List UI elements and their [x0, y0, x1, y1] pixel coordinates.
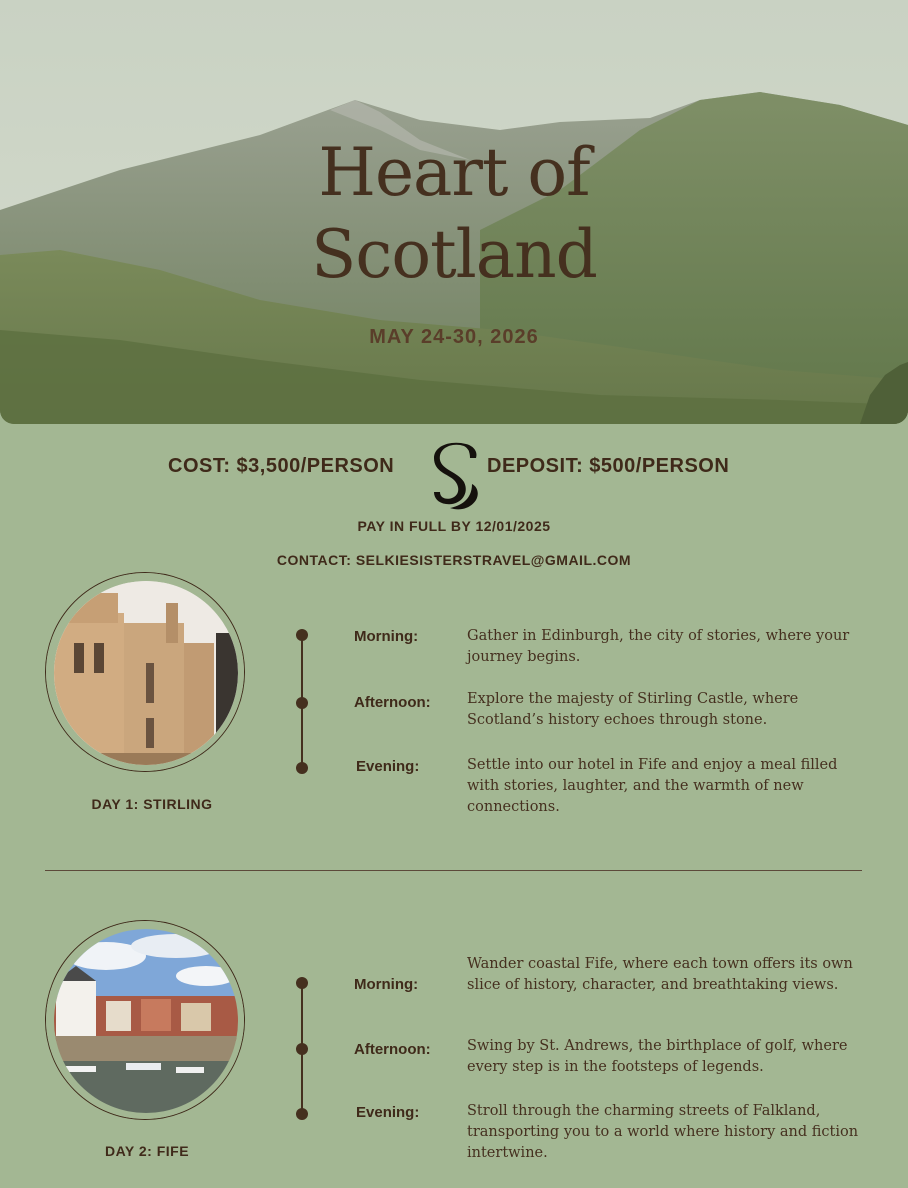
pay-in-full-text: PAY IN FULL BY 12/01/2025	[357, 518, 551, 534]
day-2-evening-text: Stroll through the charming streets of Falkland, transporting you to a world where history and fiction intertwine.	[467, 1103, 859, 1161]
contact-email[interactable]: CONTACT: SELKIESISTERSTRAVEL@GMAIL.COM	[276, 552, 632, 568]
page-title	[0, 132, 908, 296]
day-2-afternoon-label: Afternoon:	[354, 1041, 431, 1058]
day-2-morning-label: Morning:	[354, 976, 419, 993]
timeline-dot	[296, 697, 308, 709]
timeline-dot	[296, 977, 308, 989]
day-2-label: DAY 2: FIFE	[104, 1143, 190, 1159]
day-1-morning-text: Gather in Edinburgh, the city of stories, where your journey begins.	[467, 628, 850, 665]
trip-dates: MAY 24-30, 2026	[369, 326, 539, 348]
day-2-evening-label: Evening:	[356, 1104, 420, 1121]
fife-harbour-photo	[45, 920, 245, 1120]
hero-banner	[0, 0, 908, 424]
timeline-dot	[296, 1108, 308, 1120]
cost-text: COST: $3,500/PERSON	[168, 455, 395, 477]
stirling-castle-photo	[45, 572, 245, 772]
selkie-s-logo-icon	[428, 440, 482, 512]
day-1-evening-label: Evening:	[356, 758, 420, 775]
day-1-afternoon-label: Afternoon:	[354, 694, 431, 711]
timeline-dot	[296, 629, 308, 641]
day-1-morning-label: Morning:	[354, 628, 419, 645]
section-divider	[45, 870, 862, 871]
day-1-evening-text: Settle into our hotel in Fife and enjoy a meal filled with stories, laughter, and the warmth of new connections.	[467, 757, 838, 815]
timeline-dot	[296, 1043, 308, 1055]
title-line-1: Heart of	[318, 134, 590, 211]
deposit-text: DEPOSIT: $500/PERSON	[487, 455, 730, 477]
day-2-afternoon-text: Swing by St. Andrews, the birthplace of golf, where every step is in the footsteps of legends.	[467, 1038, 848, 1075]
day-1-label: DAY 1: STIRLING	[91, 796, 213, 812]
title-line-2: Scotland	[311, 216, 597, 293]
day-2-morning-text: Wander coastal Fife, where each town offers its own slice of history, character, and breathtaking views.	[467, 956, 853, 993]
day-1-afternoon-text: Explore the majesty of Stirling Castle, where Scotland’s history echoes through stone.	[467, 691, 799, 728]
timeline-dot	[296, 762, 308, 774]
